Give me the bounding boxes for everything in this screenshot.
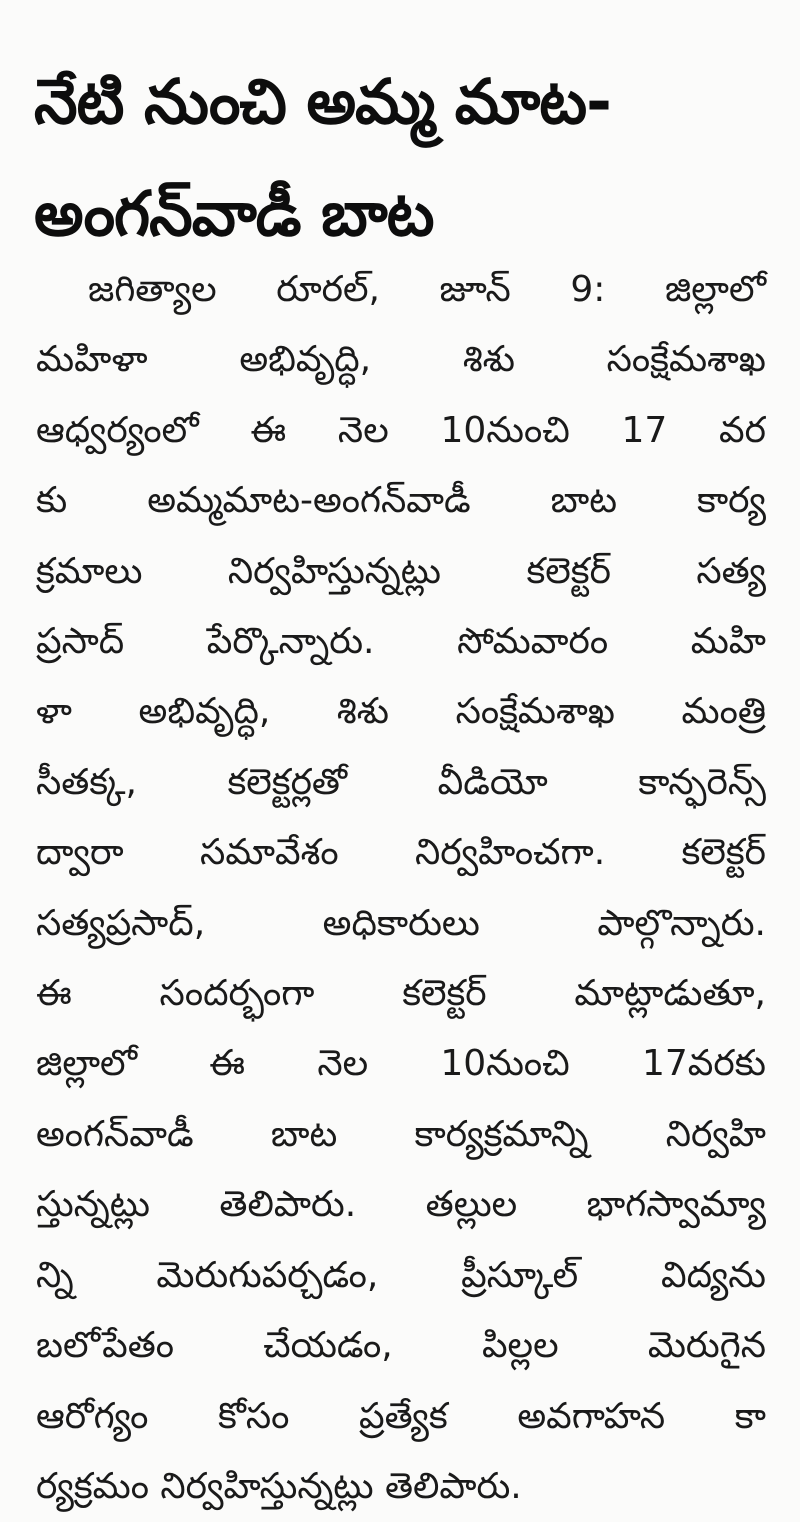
headline	[34, 46, 774, 270]
body-line: మహిళా అభివృద్ధి, శిశు సంక్షేమశాఖ	[36, 339, 766, 381]
body-line: న్ని మెరుగుపర్చడం, ప్రీస్కూల్ విద్యను	[36, 1254, 766, 1296]
body-line: జిల్లాలో ఈ నెల 10నుంచి 17వరకు	[36, 1043, 766, 1085]
headline-line: అంగన్‌వాడీ బాట	[34, 177, 434, 250]
body-line: ప్రసాద్ పేర్కొన్నారు. సోమవారం మహి	[36, 621, 766, 663]
body-line: ఆధ్వర్యంలో ఈ నెల 10నుంచి 17 వర	[36, 409, 766, 451]
body-line: ద్వారా సమావేశం నిర్వహించగా. కలెక్టర్	[36, 832, 766, 874]
body-line: సీతక్క, కలెక్టర్లతో వీడియో కాన్ఫరెన్స్	[36, 761, 766, 803]
body-line: బలోపేతం చేయడం, పిల్లల మెరుగైన	[36, 1325, 766, 1367]
body-line: జగిత్యాల రూరల్, జూన్ 9: జిల్లాలో	[88, 269, 766, 310]
article-body	[36, 255, 766, 1522]
body-line: సత్యప్రసాద్, అధికారులు పాల్గొన్నారు.	[36, 902, 766, 944]
body-line: ఈ సందర్భంగా కలెక్టర్ మాట్లాడుతూ,	[36, 973, 766, 1015]
body-line: స్తున్నట్లు తెలిపారు. తల్లుల భాగస్వామ్యా	[36, 1184, 766, 1226]
body-line: ఆరోగ్యం కోసం ప్రత్యేక అవగాహన కా	[36, 1395, 766, 1437]
body-line: ర్యక్రమం నిర్వహిస్తున్నట్లు తెలిపారు.	[36, 1465, 522, 1507]
headline-line: నేటి నుంచి అమ్మ మాట-	[34, 65, 611, 138]
body-line: ళా అభివృద్ధి, శిశు సంక్షేమశాఖ మంత్రి	[36, 691, 766, 733]
body-line: అంగన్‌వాడీ బాట కార్యక్రమాన్ని నిర్వహి	[36, 1113, 766, 1155]
body-line: కు అమ్మమాట-అంగన్‌వాడీ బాట కార్య	[36, 480, 766, 522]
body-line: క్రమాలు నిర్వహిస్తున్నట్లు కలెక్టర్ సత్య	[36, 550, 766, 592]
